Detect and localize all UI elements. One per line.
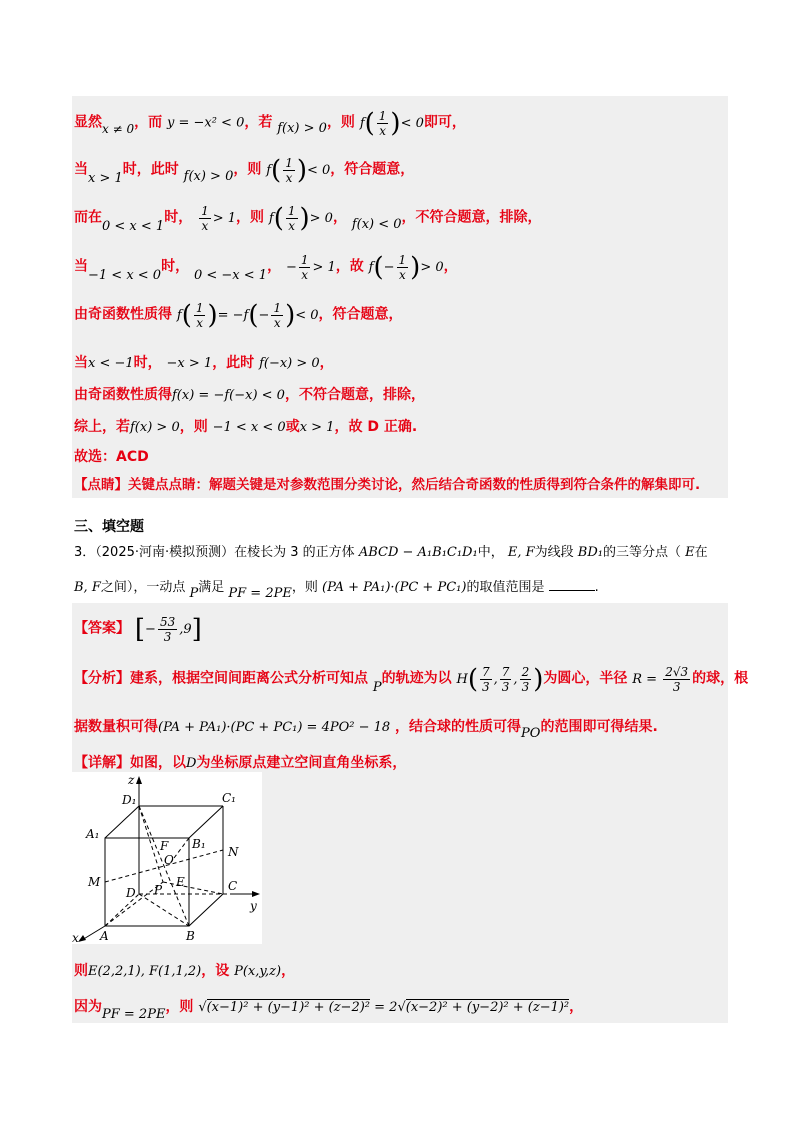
label-p: P bbox=[154, 883, 163, 897]
label-b: B bbox=[186, 929, 195, 943]
section-heading: 三、填空题 bbox=[74, 519, 144, 535]
answer-blank bbox=[549, 590, 595, 591]
problem-line-1: 3．（2025·河南·模拟预测）在棱长为 3 的正方体 ABCD − A₁B₁C₁D₁中， E, F为线段 BD₁的三等分点（ E在 bbox=[74, 545, 708, 560]
answer-line: 【答案】 [− $\frac{53}{3}$ ,9] bbox=[74, 614, 202, 644]
label-n: N bbox=[228, 845, 239, 859]
line-7: 由奇函数性质得f(x) = −f(−x) < 0，不符合题意，排除， bbox=[74, 387, 425, 403]
analysis-line-2: 据数量积可得(PA + PA₁)·(PC + PC₁) = 4PO² − 18 ，结合球的性质可得PO的范围即可得结果. bbox=[74, 719, 658, 741]
line-3: 而在0 < x < 1时， $\frac{1}{x}$ > 1，则 f( $\frac{1}{x}$ )> 0， f(x) < 0，不符合题意，排除， bbox=[74, 203, 542, 234]
cube-figure bbox=[72, 772, 262, 944]
analysis-line-1: 【分析】建系，根据空间间距离公式分析可知点 P的轨迹为以 H( $\frac{7}{3}$ , $\frac{7}{3}$ , $\frac{2}{3}$ )为圆心，半径 R = $\frac{2√3}{3}$ 的球，根 bbox=[74, 664, 749, 695]
label-c: C bbox=[228, 879, 238, 893]
label-z: z bbox=[128, 773, 135, 787]
label-m: M bbox=[88, 875, 101, 889]
line-5: 由奇函数性质得 f( $\frac{1}{x}$ )= −f(− $\frac{1}{x}$ )< 0，符合题意， bbox=[74, 300, 403, 330]
label-o: O bbox=[164, 853, 174, 867]
label-b1: B₁ bbox=[192, 837, 206, 851]
line-8: 综上，若f(x) > 0，则 −1 < x < 0或x > 1，故 D 正确. bbox=[74, 419, 418, 435]
line-9-answer-choice: 故选：ACD bbox=[74, 449, 149, 465]
label-d1: D₁ bbox=[122, 793, 137, 807]
label-c1: C₁ bbox=[222, 791, 236, 805]
label-e: E bbox=[176, 875, 185, 889]
label-f: F bbox=[160, 839, 169, 853]
line-4: 当−1 < x < 0时， 0 < −x < 1， − $\frac{1}{x}$ > 1，故 f(− $\frac{1}{x}$ )> 0， bbox=[74, 252, 458, 283]
coords-line: 则E(2,2,1), F(1,1,2)，设 P(x,y,z)， bbox=[74, 963, 296, 979]
detail-line: 【详解】如图，以D为坐标原点建立空间直角坐标系， bbox=[74, 755, 407, 771]
problem-line-2: B, F之间），一动点 P满足 PF = 2PE，则 (PA + PA₁)·(PC + PC₁)的取值范围是 . bbox=[74, 580, 599, 601]
label-a1: A₁ bbox=[86, 827, 100, 841]
line-2: 当x > 1时，此时 f(x) > 0，则 f( $\frac{1}{x}$ )< 0，符合题意， bbox=[74, 155, 415, 186]
line-10-key-point: 【点睛】关键点点睛：解题关键是对参数范围分类讨论，然后结合奇函数的性质得到符合条件的解集即可. bbox=[74, 477, 701, 493]
label-d: D bbox=[126, 886, 136, 900]
label-x: x bbox=[72, 931, 79, 944]
label-y: y bbox=[250, 899, 257, 913]
line-1: 显然x ≠ 0，而 y = −x² < 0，若 f(x) > 0，则 f( $\frac{1}{x}$ )< 0即可， bbox=[74, 108, 466, 138]
line-6: 当x < −1时， −x > 1，此时 f(−x) > 0， bbox=[74, 355, 334, 371]
label-a: A bbox=[100, 929, 109, 943]
because-line: 因为PF = 2PE，则 √(x−1)² + (y−1)² + (z−2)² = 2√(x−2)² + (y−2)² + (z−1)²， bbox=[74, 999, 584, 1022]
